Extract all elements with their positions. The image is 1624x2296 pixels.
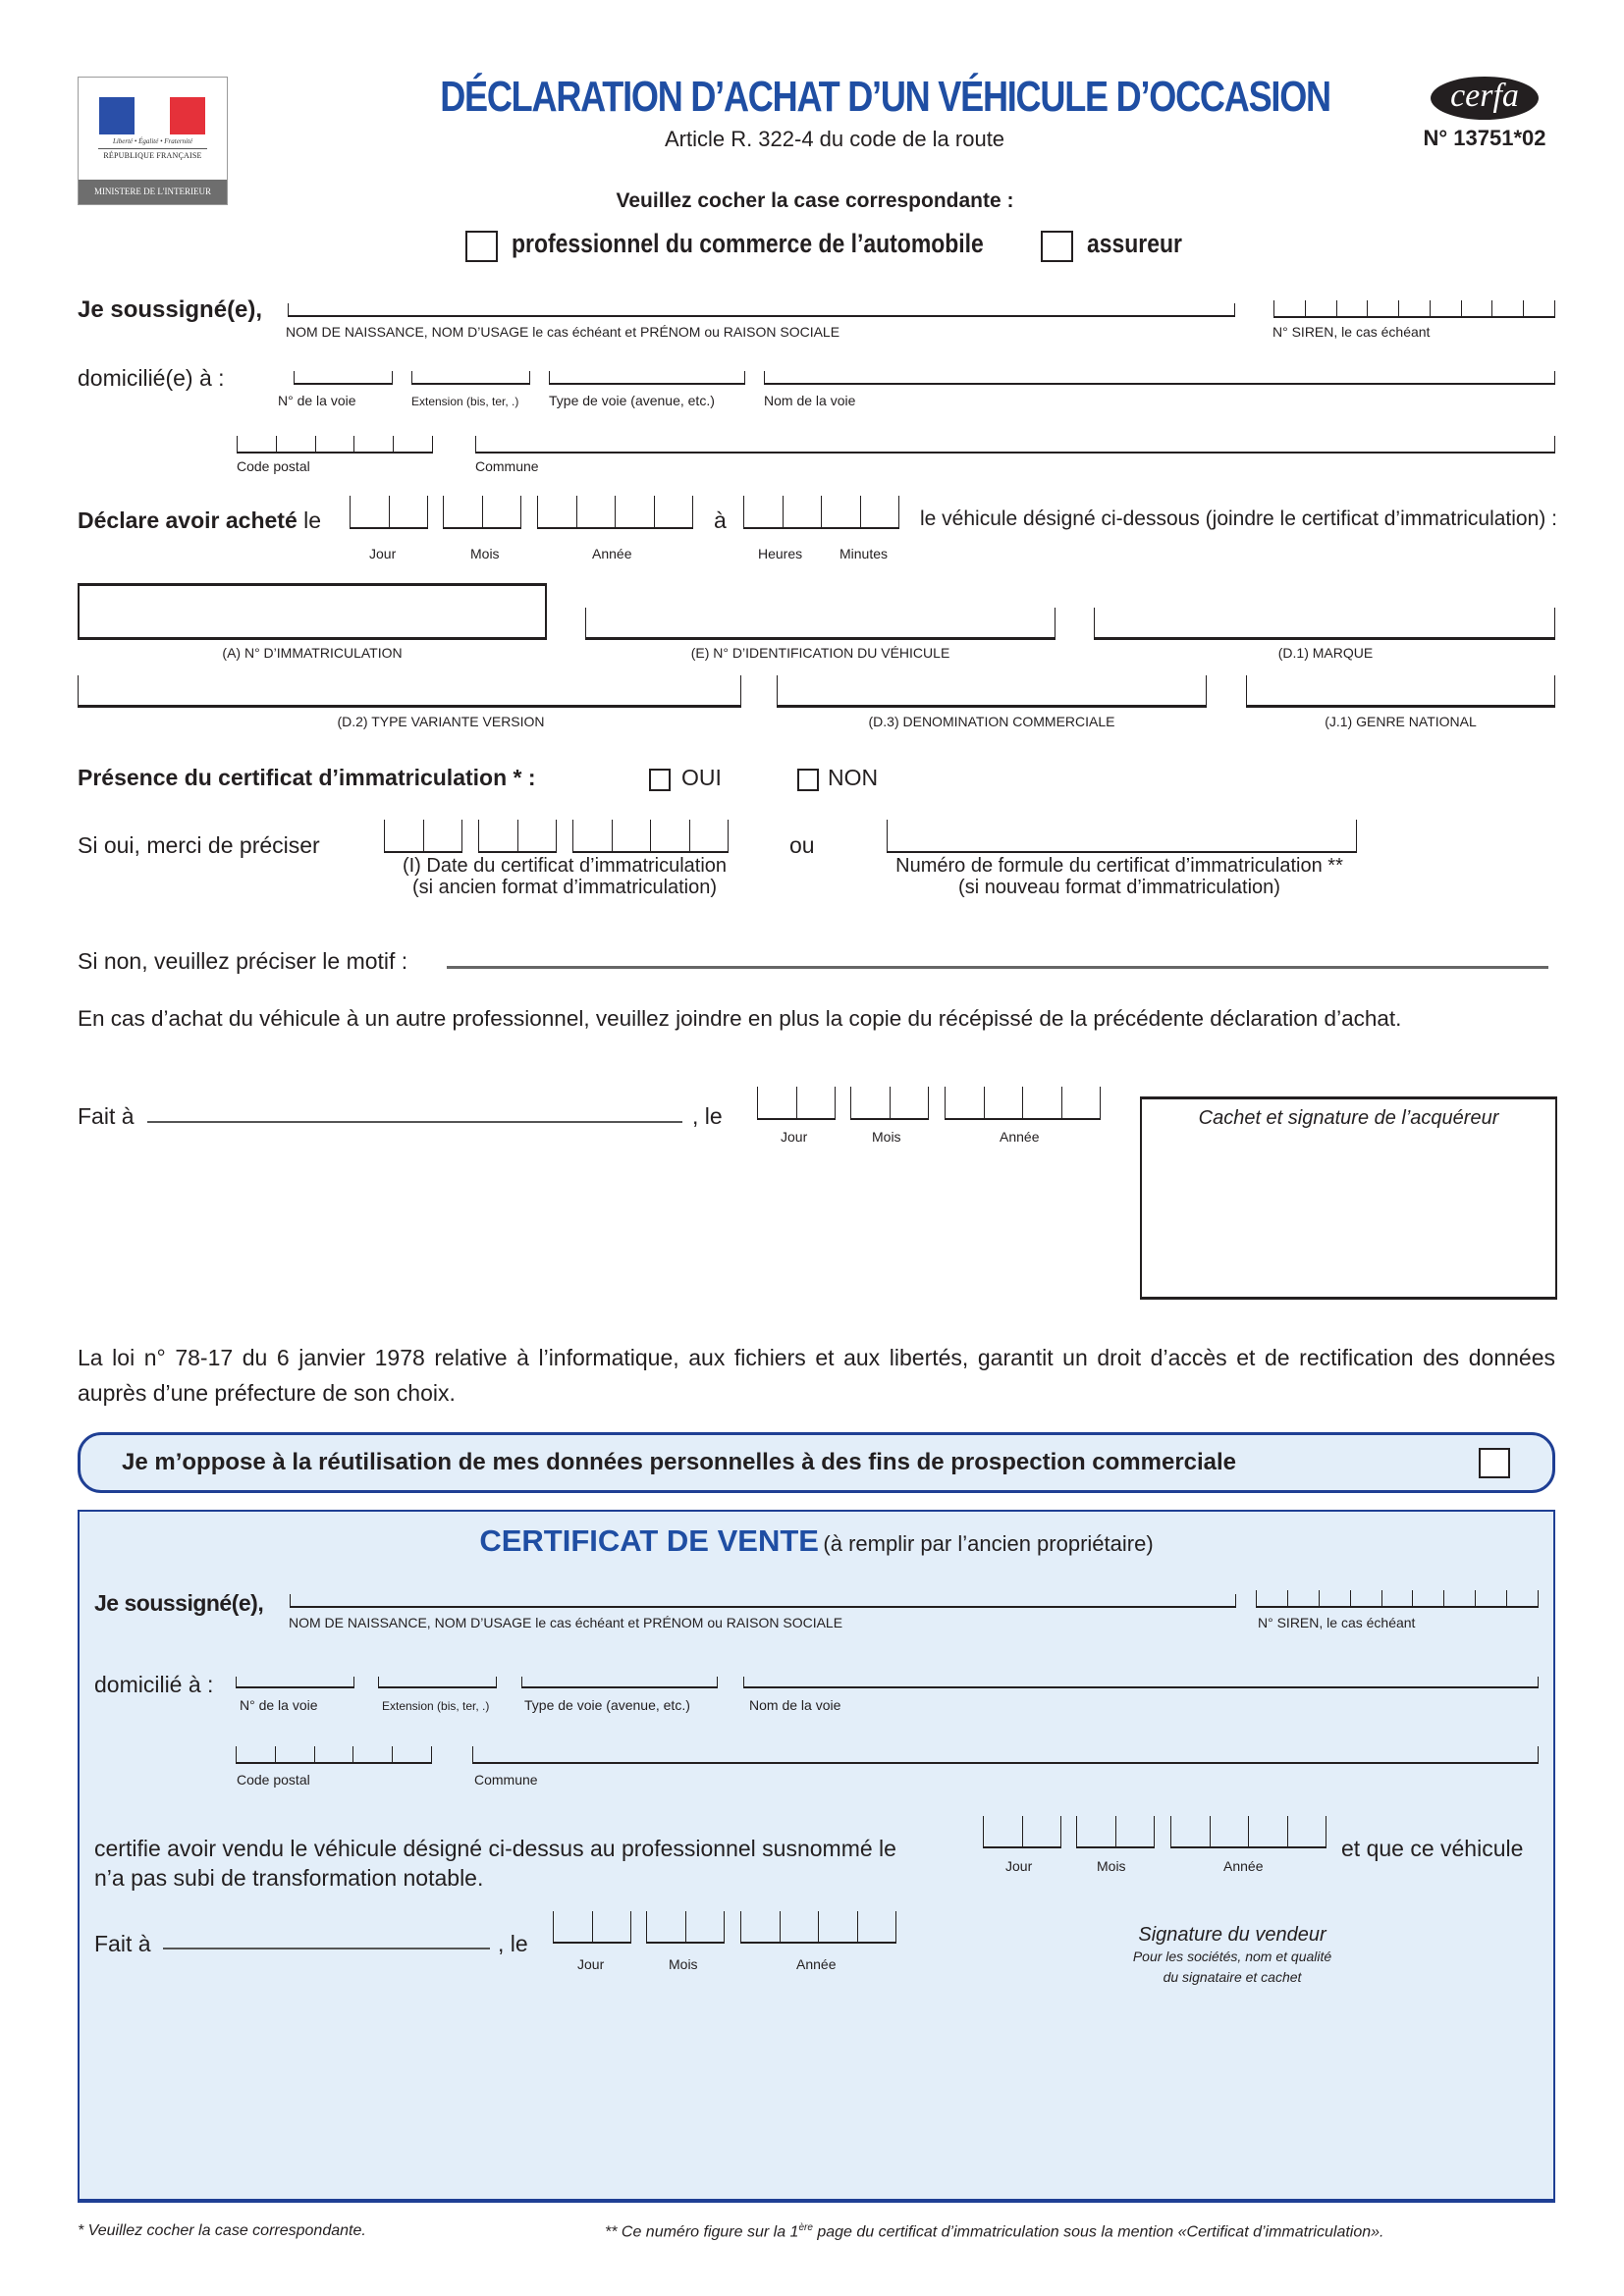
street-type-caption: Type de voie (avenue, etc.) [549, 393, 715, 408]
seller-name-field[interactable] [290, 1594, 1236, 1608]
buyer-stamp-signature-box[interactable] [1140, 1096, 1557, 1300]
commercial-name-caption: (D.3) DENOMINATION COMMERCIALE [868, 714, 1115, 729]
sale-year-caption: Année [1223, 1858, 1264, 1874]
purchase-year-field[interactable] [537, 496, 693, 529]
seller-signature-area[interactable] [1060, 1924, 1404, 1988]
marianne-flag-icon [99, 97, 205, 134]
page-subtitle: Article R. 322-4 du code de la route [664, 127, 1005, 151]
cerfa-logo: cerfa [1431, 77, 1539, 120]
certificate-month-field[interactable] [478, 820, 557, 853]
republique-francaise-logo [78, 77, 228, 205]
registration-number-caption: (A) N° D’IMMATRICULATION [222, 645, 403, 661]
buyer-stamp-label: Cachet et signature de l’acquéreur [1198, 1107, 1499, 1129]
formula-caption-line2: (si nouveau format d’immatriculation) [958, 877, 1280, 898]
seller-postal-code-field[interactable] [236, 1746, 432, 1764]
footnote-two-star-sup: ère [798, 2222, 813, 2233]
purchase-month-caption: Mois [470, 546, 500, 561]
seller-street-type-field[interactable] [521, 1677, 718, 1688]
checkbox-professionnel[interactable] [465, 231, 498, 262]
formula-caption-line1: Numéro de formule du certificat d’immatriculation ** [895, 855, 1343, 877]
seller-sign-day-caption: Jour [577, 1956, 605, 1972]
purchase-day-field[interactable] [350, 496, 428, 529]
purchase-minutes-caption: Minutes [839, 546, 889, 561]
certificate-year-field[interactable] [572, 820, 729, 853]
seller-extension-caption: Extension (bis, ter, .) [382, 1699, 490, 1713]
sale-day-caption: Jour [1005, 1858, 1033, 1874]
checkbox-assureur[interactable] [1041, 231, 1073, 262]
purchase-time-field[interactable] [743, 496, 899, 529]
postal-code-caption: Code postal [237, 458, 310, 474]
seller-extension-field[interactable] [378, 1677, 497, 1688]
certificate-yes-label: OUI [681, 765, 722, 790]
certify-line2: n’a pas subi de transformation notable. [94, 1865, 484, 1891]
seller-comma-le: , le [498, 1931, 528, 1956]
seller-street-name-caption: Nom de la voie [749, 1697, 841, 1713]
seller-name-caption: NOM DE NAISSANCE, NOM D’USAGE le cas échéant et PRÉNOM ou RAISON SOCIALE [289, 1615, 843, 1630]
option-assureur-label: assureur [1087, 229, 1182, 258]
registration-number-field[interactable] [78, 583, 547, 640]
seller-done-at-label: Fait à [94, 1931, 151, 1956]
seller-note-line2: du signataire et cachet [1163, 1969, 1302, 1985]
seller-street-name-field[interactable] [743, 1677, 1539, 1688]
brand-caption: (D.1) MARQUE [1277, 645, 1374, 661]
footnote-one-star: * Veuillez cocher la case correspondante. [78, 2222, 366, 2239]
postal-code-field[interactable] [237, 436, 433, 454]
opposition-label: Je m’oppose à la réutilisation de mes données personnelles à des fins de prospection commerciale [122, 1449, 1237, 1475]
seller-domicile-label: domicilié à : [94, 1672, 214, 1697]
buyer-sign-month-caption: Mois [872, 1129, 901, 1145]
if-no-label: Si non, veuillez préciser le motif : [78, 948, 408, 974]
law-text: La loi n° 78-17 du 6 janvier 1978 relative à l’informatique, aux fichiers et aux libertés, garantit un droit d’accès et de rectification des données auprès d’une préfecture de son choix. [78, 1345, 1555, 1406]
buyer-sign-year-field[interactable] [945, 1087, 1101, 1120]
seller-street-number-caption: N° de la voie [240, 1697, 318, 1713]
buyer-type-instruction: Veuillez cocher la case correspondante : [616, 189, 1014, 212]
certificate-no-label: NON [828, 765, 879, 790]
street-number-field[interactable] [294, 371, 393, 385]
sale-certificate-title: CERTIFICAT DE VENTE [479, 1523, 819, 1558]
buyer-sign-month-field[interactable] [850, 1087, 929, 1120]
undersigned-label: Je soussigné(e), [78, 296, 263, 323]
purchase-year-caption: Année [592, 546, 632, 561]
buyer-sign-day-field[interactable] [757, 1087, 836, 1120]
buyer-sign-day-caption: Jour [781, 1129, 808, 1145]
seller-street-type-caption: Type de voie (avenue, etc.) [524, 1697, 690, 1713]
seller-note-line1: Pour les sociétés, nom et qualité [1132, 1949, 1332, 1964]
vin-caption: (E) N° D’IDENTIFICATION DU VÉHICULE [690, 645, 950, 661]
street-type-field[interactable] [549, 371, 745, 385]
buyer-sign-year-caption: Année [1000, 1129, 1040, 1145]
purchase-day-caption: Jour [369, 546, 397, 561]
logo-motto: Liberté • Égalité • Fraternité [112, 137, 193, 145]
sale-day-field[interactable] [983, 1816, 1061, 1848]
sale-month-caption: Mois [1097, 1858, 1126, 1874]
buyer-siren-caption: N° SIREN, le cas échéant [1272, 324, 1431, 340]
seller-street-number-field[interactable] [236, 1677, 354, 1688]
opposition-banner [78, 1432, 1555, 1493]
page-title: DÉCLARATION D’ACHAT D’UN VÉHICULE D’OCCASION [440, 73, 1330, 121]
seller-siren-caption: N° SIREN, le cas échéant [1258, 1615, 1416, 1630]
declare-purchase-label [78, 507, 321, 534]
seller-siren-field[interactable] [1256, 1590, 1539, 1608]
logo-ministry: MINISTERE DE L'INTERIEUR [79, 180, 227, 204]
seller-commune-caption: Commune [474, 1772, 538, 1788]
street-name-field[interactable] [764, 371, 1555, 385]
certificate-date-caption [383, 855, 746, 898]
commercial-name-field[interactable] [777, 675, 1207, 708]
footnote-two-star-post: page du certificat d’immatriculation sous la mention «Certificat d’immatriculation». [812, 2223, 1384, 2241]
commune-caption: Commune [475, 458, 539, 474]
option-professionnel-label: professionnel du commerce de l’automobile [512, 229, 984, 258]
previous-declaration-notice: En cas d’achat du véhicule à un autre professionnel, veuillez joindre en plus la copie du récépissé de la précédente déclaration d’achat. [78, 1006, 1402, 1031]
extension-field[interactable] [411, 371, 530, 385]
if-yes-label: Si oui, merci de préciser [78, 832, 320, 858]
purchase-month-field[interactable] [443, 496, 521, 529]
seller-sign-day-field[interactable] [553, 1911, 631, 1944]
type-variant-version-caption: (D.2) TYPE VARIANTE VERSION [337, 714, 545, 729]
seller-place-field[interactable] [163, 1946, 490, 1949]
declare-bold: Déclare avoir acheté [78, 507, 298, 533]
seller-commune-field[interactable] [472, 1746, 1539, 1764]
formula-number-field[interactable] [887, 820, 1357, 853]
buyer-siren-field[interactable] [1273, 300, 1555, 318]
certificate-date-caption-line1: (I) Date du certificat d’immatriculation [402, 855, 728, 877]
certificate-no-checkbox[interactable] [797, 769, 819, 791]
buyer-done-at-label: Fait à [78, 1103, 135, 1129]
purchase-at-label: à [714, 507, 727, 533]
buyer-name-caption: NOM DE NAISSANCE, NOM D’USAGE le cas échéant et PRÉNOM ou RAISON SOCIALE [286, 324, 840, 340]
sale-certificate-subtitle: (à remplir par l’ancien propriétaire) [823, 1531, 1154, 1556]
extension-caption: Extension (bis, ter, .) [411, 395, 519, 408]
seller-sign-month-caption: Mois [669, 1956, 698, 1972]
type-variant-version-field[interactable] [78, 675, 741, 708]
street-number-caption: N° de la voie [278, 393, 356, 408]
seller-undersigned-label: Je soussigné(e), [94, 1590, 264, 1616]
sale-year-field[interactable] [1170, 1816, 1326, 1848]
declare-le: le [303, 507, 322, 533]
purchase-after-text: le véhicule désigné ci-dessous (joindre le certificat d’immatriculation) : [920, 507, 1557, 530]
seller-signature-label: Signature du vendeur [1138, 1924, 1326, 1946]
domicile-label: domicilié(e) à : [78, 365, 225, 391]
seller-postal-code-caption: Code postal [237, 1772, 310, 1788]
logo-republic: RÉPUBLIQUE FRANÇAISE [98, 148, 207, 160]
seller-sign-year-field[interactable] [740, 1911, 896, 1944]
certificate-day-field[interactable] [384, 820, 462, 853]
street-name-caption: Nom de la voie [764, 393, 856, 408]
buyer-place-field[interactable] [147, 1119, 682, 1123]
certify-after: et que ce véhicule [1341, 1836, 1524, 1861]
certificate-date-caption-line2: (si ancien format d’immatriculation) [411, 877, 718, 898]
sale-month-field[interactable] [1076, 1816, 1155, 1848]
buyer-comma-le: , le [692, 1103, 723, 1129]
certificate-presence-label: Présence du certificat d’immatriculation * : [78, 765, 536, 790]
formula-number-caption [864, 855, 1375, 898]
footnote-two-star-pre: ** Ce numéro figure sur la 1 [605, 2223, 799, 2241]
reason-field[interactable] [447, 965, 1548, 969]
footnote-two-star [605, 2222, 1383, 2241]
certificate-yes-checkbox[interactable] [649, 769, 671, 791]
purchase-hours-caption: Heures [758, 546, 803, 561]
commune-field[interactable] [475, 436, 1555, 454]
vin-field[interactable] [585, 608, 1056, 640]
opposition-checkbox[interactable] [1479, 1448, 1510, 1478]
seller-sign-month-field[interactable] [646, 1911, 725, 1944]
buyer-name-field[interactable] [288, 303, 1235, 317]
sale-certificate-heading [78, 1523, 1555, 1559]
national-genre-caption: (J.1) GENRE NATIONAL [1325, 714, 1477, 729]
seller-sign-year-caption: Année [796, 1956, 837, 1972]
brand-field[interactable] [1094, 608, 1555, 640]
certify-text: certifie avoir vendu le véhicule désigné ci-dessus au professionnel susnommé le [94, 1836, 896, 1861]
national-genre-field[interactable] [1246, 675, 1555, 708]
or-label: ou [789, 832, 815, 858]
cerfa-number: N° 13751*02 [1423, 126, 1546, 150]
